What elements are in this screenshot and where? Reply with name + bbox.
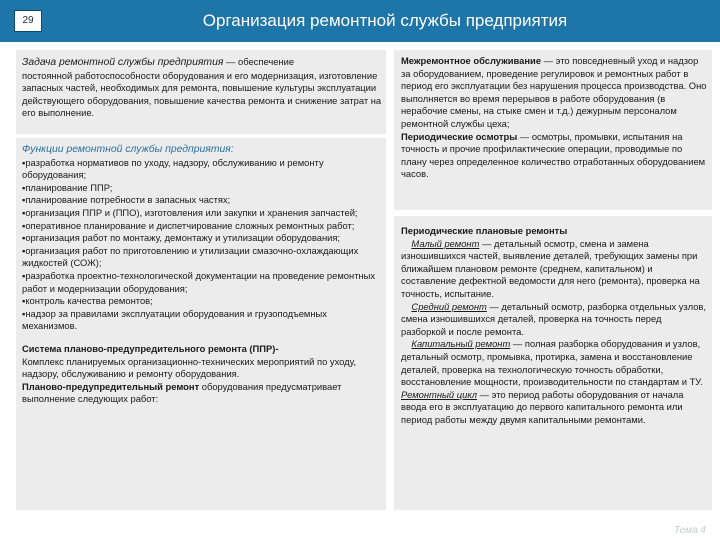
- term-medium-repair: Средний ремонт: [411, 300, 487, 312]
- def-capital-repair: — полная разборка оборудования и узлов, детальный осмотр, промывка, протирка, замена и восстановление деталей, проверка на технологическую точность обработки, восстановление мощности, производительности по стандартам и ТУ.: [401, 338, 703, 388]
- def-interrepair: — это повседневный уход и надзор за оборудованием, проведение регулировок и ремонтных работ в период его эксплуатации без нарушения процесса производства. Оно выполняется во время перерывов в работе оборудования (в нерабочие смены, на стыке смен и т.д.) дежурным персоналом ремонтной службы цеха;: [401, 55, 707, 129]
- ppr-title: Система планово-предупредительного ремонта (ППР)-: [22, 342, 279, 354]
- function-item: ▪ планирование потребности в запасных частях;: [22, 194, 382, 207]
- repairs-panel: [394, 216, 712, 510]
- slide-number: 29: [14, 10, 42, 32]
- repairs-heading: Периодические плановые ремонты: [401, 225, 568, 236]
- task-panel: [16, 50, 386, 134]
- def-small-repair: — детальный осмотр, смена и замена изношившихся частей, выявление деталей, требующих замены при ближайшем плановом ремонте (среднем, капитальном) и составление дефектной ведомости для него (ремонта), проверка на точность, испытание.: [401, 237, 700, 299]
- functions-panel: [16, 138, 386, 510]
- function-item: ▪ организация работ по монтажу, демонтажу и утилизации оборудования;: [22, 232, 382, 245]
- def-inspections: — осмотры, промывки, испытания на точность и прочие профилактические операции, проводимые по плану через определенное количество отработанных оборудованием часов.: [401, 130, 706, 180]
- term-small-repair: Малый ремонт: [411, 237, 480, 249]
- maintenance-panel: [394, 50, 712, 210]
- task-body: постоянной работоспособности оборудования и его модернизация, изготовление запасных частей, необходимых для ремонта, повышение культуры эксплуатации действующего оборудования, повышение качества ремонта и снижение затрат на его выполнение.: [22, 69, 382, 119]
- ppr-body2: оборудования предусматривает выполнение следующих работ:: [22, 380, 342, 405]
- term-interrepair: Межремонтное обслуживание: [401, 55, 542, 66]
- function-item: ▪ оперативное планирование и диспетчирование сложных ремонтных работ;: [22, 220, 382, 233]
- page-title: Организация ремонтной службы предприятия: [202, 11, 568, 30]
- def-medium-repair: — детальный осмотр, разборка отдельных узлов, смена изношившихся деталей, проверка на точность перед разборкой и после ремонта.: [401, 300, 706, 337]
- ppr-body: Комплекс планируемых организационно-технических мероприятий по уходу, надзору, обслуживанию и ремонту оборудования.: [22, 355, 356, 380]
- term-inspections: Периодические осмотры: [401, 130, 518, 142]
- function-item: ▪ разработка проектно-технологической документации на проведение ремонтных работ и модернизации оборудования;: [22, 270, 382, 295]
- term-capital-repair: Капитальный ремонт: [411, 338, 511, 350]
- function-item: ▪ контроль качества ремонтов;: [22, 295, 382, 308]
- task-dash: — обеспечение: [223, 56, 295, 67]
- function-item: ▪ надзор за правилами эксплуатации оборудования и грузоподъемных механизмов.: [22, 308, 382, 333]
- header-bar: [0, 0, 720, 42]
- term-repair-cycle: Ремонтный цикл: [401, 388, 478, 400]
- topic-tag: Тема 4: [674, 525, 706, 536]
- function-item: ▪ организация работ по приготовлению и утилизации смазочно-охлаждающих жидкостей (СОЖ);: [22, 245, 382, 270]
- ppr-lead: Планово-предупредительный ремонт: [22, 380, 200, 392]
- task-title: Задача ремонтной службы предприятия: [22, 57, 224, 68]
- function-item: ▪ разработка нормативов по уходу, надзору, обслуживанию и ремонту оборудования;: [22, 157, 382, 182]
- function-item: ▪ организация ППР и (ППО), изготовления или закупки и хранения запчастей;: [22, 207, 382, 220]
- functions-heading: Функции ремонтной службы предприятия:: [22, 144, 234, 155]
- def-repair-cycle: — это период работы оборудования от начала ввода его в эксплуатацию до первого капитального ремонта или период работы между двумя капитальными ремонтами.: [401, 388, 684, 425]
- function-item: ▪ планирование ППР;: [22, 182, 382, 195]
